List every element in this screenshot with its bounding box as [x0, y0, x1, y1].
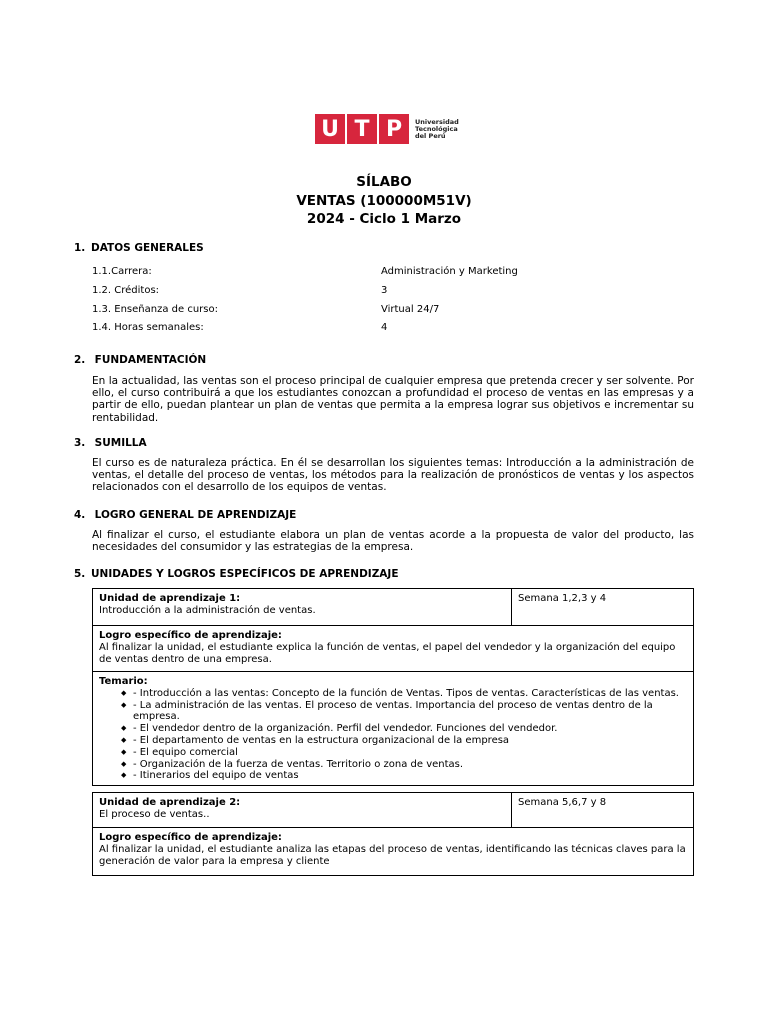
general-label-3: 1.3. Enseñanza de curso:: [92, 304, 218, 315]
section-number: 1.: [74, 242, 86, 254]
unit-2-weeks: Semana 5,6,7 y 8: [518, 797, 607, 808]
section-title: SUMILLA: [94, 437, 147, 449]
temario-item: ◆ - El departamento de ventas en la estructura organizacional de la empresa: [121, 735, 687, 747]
logo-letter-u: U: [315, 114, 345, 144]
section-number: 2.: [74, 354, 86, 366]
unit-1-logro-row: [93, 626, 693, 672]
section-heading-5: [74, 568, 399, 580]
unit-2-logro-label: Logro específico de aprendizaje:: [99, 832, 282, 843]
general-value-4: 4: [381, 322, 388, 333]
unit-2-logro-row: [93, 828, 693, 875]
general-label-2: 1.2. Créditos:: [92, 285, 160, 296]
unit-1-header-row: [93, 589, 693, 626]
unit-2-heading: Unidad de aprendizaje 2:: [99, 797, 241, 808]
unit-1-name: Introducción a la administración de ventas.: [99, 604, 316, 616]
unit-2-table: [92, 792, 694, 876]
temario-item: ◆ - Itinerarios del equipo de ventas: [121, 770, 687, 782]
unit-1-table: [92, 588, 694, 786]
section-number: 3.: [74, 437, 86, 449]
logro-general-text: Al finalizar el curso, el estudiante elabora un plan de ventas acorde a la propuesta de valor del producto, las necesidades del consumidor y las estrategias de la empresa.: [92, 529, 694, 554]
unit-1-temario-row: [93, 672, 693, 785]
section-heading-4: [74, 509, 296, 521]
section-heading-3: [74, 437, 147, 449]
general-value-2: 3: [381, 285, 388, 296]
section-title: UNIDADES Y LOGROS ESPECÍFICOS DE APRENDIZAJE: [91, 568, 399, 580]
utp-logo: [315, 113, 465, 145]
sumilla-text: El curso es de naturaleza práctica. En él se desarrollan los siguientes temas: Introducción a la administración de ventas, el detalle del proceso de ventas, los métodos para la realización de pronósticos de ventas y los aspectos relacionados con el desarrollo de los equipos de ventas.: [92, 457, 694, 494]
general-value-3: Virtual 24/7: [381, 304, 440, 315]
section-number: 4.: [74, 509, 86, 521]
unit-2-name: El proceso de ventas..: [99, 808, 210, 820]
unit-2-name-cell: [93, 793, 512, 827]
temario-item: ◆ - La administración de las ventas. El proceso de ventas. Importancia del proceso de ventas dentro de la empresa.: [121, 700, 687, 724]
section-heading-1: [74, 242, 204, 254]
logo-university-name: Universidad Tecnológica del Perú: [415, 117, 459, 140]
unit-2-header-row: [93, 793, 693, 828]
section-title: LOGRO GENERAL DE APRENDIZAJE: [94, 509, 297, 521]
unit-1-name-cell: [93, 589, 512, 625]
unit-1-temario-list: [99, 688, 687, 782]
logo-letter-t: T: [347, 114, 377, 144]
unit-1-weeks: Semana 1,2,3 y 4: [518, 593, 607, 604]
section-title: DATOS GENERALES: [91, 242, 204, 254]
unit-1-temario-label: Temario:: [99, 676, 148, 687]
logo-letter-p: P: [379, 114, 409, 144]
temario-item: ◆ - El equipo comercial: [121, 747, 687, 759]
general-value-1: Administración y Marketing: [381, 266, 518, 277]
general-label-1: 1.1.Carrera:: [92, 266, 152, 277]
section-number: 5.: [74, 568, 86, 580]
fundamentacion-text: En la actualidad, las ventas son el proceso principal de cualquier empresa que pretenda crecer y ser solvente. Por ello, el curso contribuirá a que los estudiantes conozcan a profundidad el proceso de ventas en las empresas y a partir de ello, puedan plantear un plan de ventas que permita a la empresa lograr sus objetivos e incrementar su rentabilidad.: [92, 375, 694, 424]
unit-1-logro-label: Logro específico de aprendizaje:: [99, 630, 282, 641]
document-title: SÍLABO: [356, 174, 412, 190]
course-period: 2024 - Ciclo 1 Marzo: [306, 211, 462, 227]
section-heading-2: [74, 354, 206, 366]
temario-item: ◆ - Introducción a las ventas: Concepto de la función de Ventas. Tipos de ventas. Características de las ventas.: [121, 688, 687, 700]
general-label-4: 1.4. Horas semanales:: [92, 322, 204, 333]
course-title: VENTAS (100000M51V): [296, 193, 472, 209]
section-title: FUNDAMENTACIÓN: [94, 354, 207, 366]
unit-1-heading: Unidad de aprendizaje 1:: [99, 593, 241, 604]
unit-2-logro-text: Al finalizar la unidad, el estudiante analiza las etapas del proceso de ventas, identificando las técnicas claves para la generación de valor para la empresa y cliente: [99, 843, 686, 867]
temario-item: ◆ - El vendedor dentro de la organización. Perfil del vendedor. Funciones del vendedor.: [121, 723, 687, 735]
unit-1-logro-text: Al finalizar la unidad, el estudiante explica la función de ventas, el papel del vendedor y la organización del equipo de ventas dentro de una empresa.: [99, 641, 676, 665]
temario-item: ◆ - Organización de la fuerza de ventas. Territorio o zona de ventas.: [121, 759, 687, 771]
